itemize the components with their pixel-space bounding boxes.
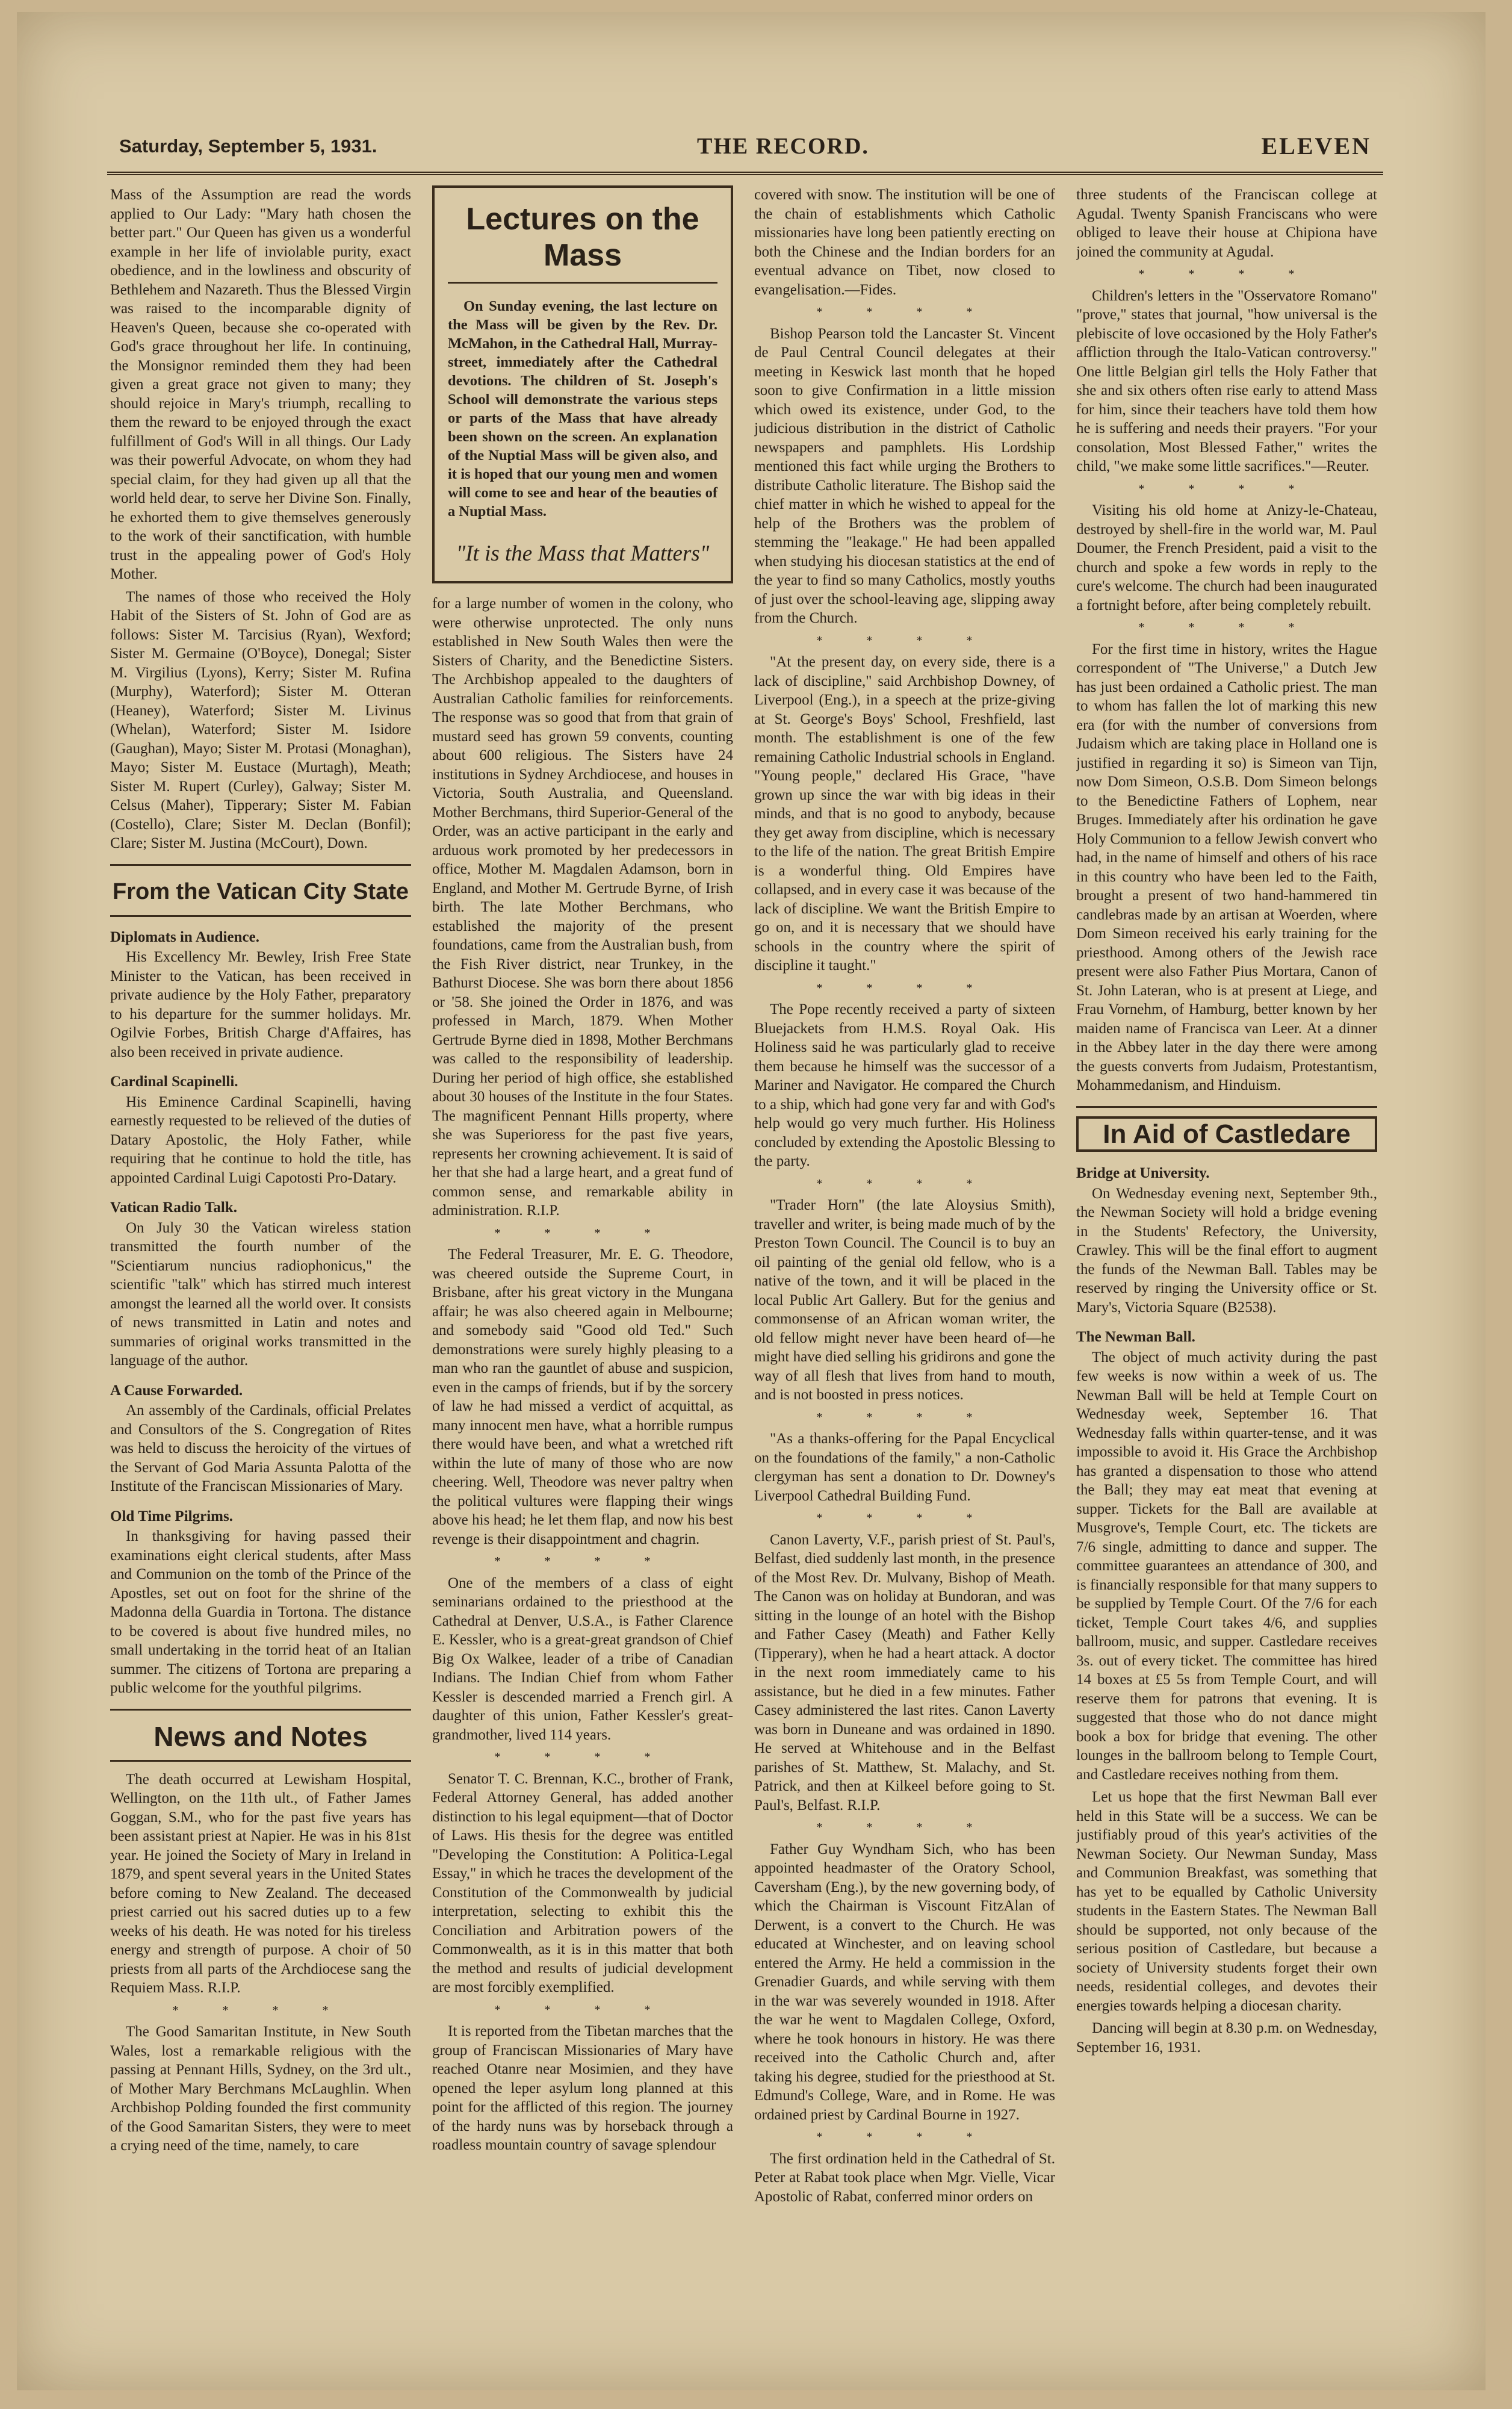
column-4 [1076,185,1377,2329]
tibet-text: It is reported from the Tibetan marches that the group of Franciscan Missionaries of Mary have reached Otanre near Mosimien, and they have opened the leper asylum long planned at this point for the afflicted of this region. The journey of the hardy nuns was by horseback through a roadless mountain country of savage splendour [432,2023,733,2153]
cause-text: An assembly of the Cardinals, official Prelates and Consultors of the S. Congregation of Rites was held to discuss the heroicity of the virtues of the Servant of God Maria Assunta Palotta of the Institute of the Franciscan Missionaries of Mary. [110,1402,411,1494]
bluejackets-text: The Pope recently received a party of sixteen Bluejackets from H.M.S. Royal Oak. His Holiness said he was particularly glad to receive them because he himself was the successor of a Mariner and Navigator. He compared the Church to a ship, which had gone very far and with God's help would go very much further. His Holiness concluded by extending the Apostolic Blessing to the party. [754,1001,1055,1169]
diplomats-subheading: Diplomats in Audience. [110,928,259,945]
page-number: ELEVEN [1261,132,1371,160]
column-3 [754,185,1055,2329]
section-stars: * * * * [816,1821,993,1834]
section-stars: * * * * [816,633,993,647]
pilgrims-text: In thanksgiving for having passed their examinations eight clerical students, after Mass and Communion on the tomb of the Prince of the Apostles, set out on foot for the shrine of the Madonna della Guardia in Tortona. The distance to be covered is about five hundred miles, no small undertaking in the torrid heat of an Italian summer. The citizens of Tortona are preparing a public welcome for the youthful pilgrims. [110,1528,411,1696]
dancing-time-text: Dancing will begin at 8.30 p.m. on Wednesday, September 16, 1931. [1076,2020,1377,2056]
sich-text: Father Guy Wyndham Sich, who has been appointed headmaster of the Oratory School, Caversham (Eng.), by the new governing body, of which the Chairman is Viscount FitzAlan of Derwent, is a convert to the Church. He was educated at Winchester, and on leaving school entered the Army. He held a commission in the Grenadier Guards, and while serving with them in the war was severely wounded in 1918. After the war he went to Magdalen College, Oxford, where he took honours in history. He was there received into the Catholic Church and, after taking his degree, studied for the priesthood at St. Edmund's College, Ware, and in Rome. He was ordained priest by Cardinal Bourne in 1927. [754,1841,1055,2123]
lectures-quote: "It is the Mass that Matters" [456,541,710,566]
cause-subheading: A Cause Forwarded. [110,1382,243,1399]
section-stars: * * * * [494,1226,671,1240]
column-1 [110,185,411,2329]
goggan-text: The death occurred at Lewisham Hospital, Wellington, on the 11th ult., of Father James Goggan, S.M., who for the past five years has been assistant priest at Napier. He was in his 81st year. He joined the Society of Mary in Ireland in 1879, and spent several years in the United States before coming to New Zealand. The deceased priest carried out his sacred duties up to a few weeks of his death. He was noted for his tireless energy and strength of purpose. A choir of 50 priests from all parts of the Archdiocese sang the Requiem Mass. R.I.P. [110,1771,411,1996]
scapinelli-subheading: Cardinal Scapinelli. [110,1074,238,1090]
masthead [107,129,1383,175]
pearson-text: Bishop Pearson told the Lancaster St. Vincent de Paul Central Council delegates at their meeting in Keswick last month that he hoped soon to give Confirmation in a little mission which owed its existence, under God, to the judicious distribution in the district of Catholic newspapers and pamphlets. His Lordship mentioned this fact while urging the Brothers to distribute Catholic literature. The Bishop said the chief matter in which he wished to appeal for the help of the Brothers was the problem of stemming the "leakage." He had been appalled when studying his diocesan statistics at the end of the year to find so many Catholics, mostly youths of just over the school-leaving age, slipping away from the Church. [754,325,1055,626]
lectures-title: Lectures on the Mass [448,201,717,284]
kessler-text: One of the members of a class of eight seminarians ordained to the priesthood at the Cathedral at Denver, U.S.A., is Father Clarence E. Kessler, who is a great-great grandson of Chief Big Ox Walkee, leader of a tribe of Canadian Indians. The Indian Chief from whom Father Kessler is descended married a French girl. A daughter of this union, Father Kessler's great-grandmother, lived 114 years. [432,1574,733,1743]
theodore-text: The Federal Treasurer, Mr. E. G. Theodore, was cheered outside the Supreme Court, in Brisbane, after his great victory in the Mungana affair; he was also cheered again in Melbourne; and somebody said "Good old Ted." Such demonstrations were surely highly pleasing to a man who ran the gauntlet of abuse and suspicion, even in the camps of friends, but if by the sorcery of law he had missed a verdict of acquittal, as many innocent men have, what a horrible rumpus there would have been, and what a wretched rift within the lute of many of those who are now cheering. Well, Theodore was never paltry when the political vultures were flapping their wings above his head; he let them flap, and now his best revenge is their disappointment and chagrin. [432,1246,733,1547]
bridge-text: On Wednesday evening next, September 9th., the Newman Society will hold a bridge evening in the Students' Refectory, the University, Crawley. This will be the final effort to augment the funds of the Newman Ball. Tables may be reserved by ringing the University office or St. Mary's, Victoria Square (B2538). [1076,1185,1377,1316]
assumption-text: Mass of the Assumption are read the words applied to Our Lady: "Mary hath chosen the better part." Our Queen has given us a wonderful example in her life of inviolable purity, exact obedience, and in the lowliness and obscurity of Bethlehem and Nazareth. Thus the Blessed Virgin was raised to the incomparable dignity of Heaven's Queen, because she co-operated with God's grace throughout her life. In continuing, the Monsignor reminded them they had been given a great grace not given to many; they should rejoice in Mary's triumph, recalling to them the reward to be enjoyed through the exact fulfillment of God's Will in all things. Our Lady was their powerful Advocate, on whom they had special claim, for they had given up all that the world held dear, to serve her Divine Son. Finally, he exhorted them to give themselves generously to the work of their sanctification, with humble trust in the appealing power of God's Holy Mother. [110,187,411,582]
habit-names-text: The names of those who received the Holy Habit of the Sisters of St. John of God are as follows: Sister M. Tarcisius (Ryan), Wexford; Sister M. Germaine (O'Boyce), Donegal; Sister M. Virgilius (Lyons), Kerry; Sister M. Rufina (Murphy), Waterford); Sister M. Otteran (Heaney), Waterford; Sister M. Livinus (Whelan), Waterford; Sister M. Isidore (Gaughan), Mayo; Sister M. Protasi (Monaghan), Mayo; Sister M. Eustace (Murtagh), Meath; Sister M. Rupert (Curley), Galway; Sister M. Celsus (Maher), Tipperary; Sister M. Fabian (Costello), Clare; Sister M. Declan (Bonfil); Clare; Sister M. Justina (McCourt), Down. [110,588,411,851]
divider [1076,1106,1377,1108]
berchmans-continued-text: for a large number of women in the colony, who were otherwise unprotected. The only nuns established in New South Wales then were the Sisters of Charity, and the Benedictine Sisters. The Archbishop appealed to the daughters of Australian Catholic families for reinforcements. The response was so good that from that grain of mustard seed has grown 59 convents, counting about 600 religious. The Sisters have 24 institutions in Sydney Archdiocese, and houses in Victoria, South Australia, and Queensland. Mother Berchmans, third Superior-General of the Order, was an active participant in the early and arduous work promoted by her predecessors in office, Mother M. Magdalen Adamson, born in England, and Mother M. Gertrude Byrne, of Irish birth. The late Mother Berchmans, who established the majority of the present foundations, came from the Australian bush, from the Fish River district, near Trunkey, in the Bathurst Diocese. She was born there about 1856 or '58. She joined the Order in 1876, and was professed in March, 1879. When Mother Gertrude Byrne died in 1898, Mother Berchmans was called to the responsibility of leadership. During her period of high office, she established about 30 houses of the Institute in the four States. The magnificent Pennant Hills property, where she was Superioress for the past five years, represents her crowning achievement. It is said of her that she had a large heart, and a great fund of common sense, and remarkable ability in administration. R.I.P. [432,595,733,1219]
diplomats-text: His Excellency Mr. Bewley, Irish Free State Minister to the Vatican, has been received in private audience by the Holy Father, preparatory to his departure for the summer holidays. Mr. Ogilvie Forbes, British Charge d'Affaires, has also been received in private audience. [110,949,411,1060]
doumer-text: Visiting his old home at Anizy-le-Chateau, destroyed by shell-fire in the world war, M. Paul Doumer, the French President, paid a visit to the church and spoke a few words in reply to the cure's welcome. The church had been inaugurated a fortnight before, after being completely rebuilt. [1076,502,1377,614]
section-stars: * * * * [172,2003,349,2017]
bridge-subheading: Bridge at University. [1076,1165,1210,1181]
section-stars: * * * * [816,1410,993,1424]
section-stars: * * * * [1138,621,1315,634]
newman-ball-hope-text: Let us hope that the first Newman Ball ever held in this State will be a success. We can be justifiably proud of this year's activities of the Newman Society. Our Newman Sunday, Mass and Communion Breakfast, was something that has yet to be equalled by Catholic University students in the Eastern States. The Newman Ball should be supported, not only because of the serious position of Castledare, but because a society of University students forget their own needs, residential colleges, and devotes their energies towards helping a diocesan charity. [1076,1789,1377,2014]
section-stars: * * * * [816,305,993,319]
divider [110,1709,411,1711]
brennan-text: Senator T. C. Brennan, K.C., brother of Frank, Federal Attorney General, has added another distinction to his legal equipment—that of Doctor of Laws. His thesis for the degree was entitled "Developing the Constitution: A Politica-Legal Essay," in which he traces the development of the Constitution of the Commonwealth by judicial interpretation, selecting to exhibit this the Conciliation and Arbitration powers of the Commonwealth, as it is in this matter that both the method and results of judicial development are most forcibly exemplified. [432,1770,733,1995]
column-2 [432,185,733,2329]
section-stars: * * * * [1138,482,1315,496]
trader-horn-text: "Trader Horn" (the late Aloysius Smith), traveller and writer, is being made much of by the Preston Town Council. The Council is to buy an oil painting of the genial old fellow, who is a native of the town, and it will be placed in the local Public Art Gallery. But for the genius and commonsense of an African woman writer, the old fellow might never have been heard of—he might have died selling his gridirons and gone the way of all flesh that lives from hand to mouth, and is not boosted in press notices. [754,1197,1055,1403]
rabat-text: The first ordination held in the Cathedral of St. Peter at Rabat took place when Mgr. Vielle, Vicar Apostolic of Rabat, conferred minor orders on [754,2150,1055,2205]
section-stars: * * * * [816,2130,993,2143]
section-stars: * * * * [494,1750,671,1764]
tibet-continued-text: covered with snow. The institution will be one of the chain of establishments which Catholic missionaries have long been patiently erecting on both the Chinese and the Indian borders for an eventual advance on Tibet, now closed to evangelisation.—Fides. [754,187,1055,298]
section-stars: * * * * [816,1511,993,1525]
newspaper-title: THE RECORD. [697,134,869,159]
section-stars: * * * * [494,1555,671,1568]
news-notes-heading: News and Notes [110,1714,411,1762]
section-stars: * * * * [816,1177,993,1190]
radio-text: On July 30 the Vatican wireless station transmitted the fourth number of the "Scientiarum nuncius radiophonicus," the scientific "talk" which has stirred much interest amongst the learned all the world over. It consists of news transmitted in Latin and notes and summaries of original works transmitted in the language of the author. [110,1219,411,1369]
discipline-text: "At the present day, on every side, there is a lack of discipline," said Archbishop Downey, of Liverpool (Eng.), in a speech at the prize-giving at St. George's Boys' School, Freshfield, last month. The establishment is one of the few remaining Catholic Industrial schools in England. "Young people," declared His Grace, "have grown up since the war with big ideas in their minds, and that is no good to anybody, because they get away from discipline, which is necessary to the life of the nation. The great British Empire is a wonderful thing. Old Empires have collapsed, and in every case it was because of the lack of discipline. We want the British Empire to go on, and it is necessary that we should have schools in the country where the spirit of discipline it taught." [754,654,1055,974]
encyclical-text: "As a thanks-offering for the Papal Encyclical on the foundations of the family," a non-Catholic clergyman has sent a donation to Dr. Downey's Liverpool Cathedral Building Fund. [754,1431,1055,1504]
radio-subheading: Vatican Radio Talk. [110,1199,237,1216]
agudal-text: three students of the Franciscan college at Agudal. Twenty Spanish Franciscans who were obliged to leave their house at Chipiona have joined the community at Agudal. [1076,187,1377,260]
berchmans-text: The Good Samaritan Institute, in New South Wales, lost a remarkable religious with the passing at Pennant Hills, Sydney, on the 3rd ult., of Mother Mary Berchmans McLaughlin. When Archbishop Polding founded the first community of the Good Samaritan Sisters, they were to meet a crying need of the time, namely, to care [110,2024,411,2154]
section-stars: * * * * [816,981,993,995]
laverty-text: Canon Laverty, V.F., parish priest of St. Paul's, Belfast, died suddenly last month, in the presence of the Most Rev. Dr. Mulvany, Bishop of Meath. The Canon was on holiday at Bundoran, and was sitting in the lounge of an hotel with the Bishop and Father Casey (Meath) and Father Kelly (Tipperary), when he had a heart attack. A doctor in the next room immediately came to his assistance, but he died in a few minutes. Father Casey administered the last rites. Canon Laverty was born in Duneane and was ordained in 1890. He served at Whitehouse and in the Belfast parishes of St. Matthew, St. Malachy, and St. Patrick, and then at Kilkeel before going to St. Paul's, Belfast. R.I.P. [754,1531,1055,1814]
vatican-heading: From the Vatican City State [110,869,411,917]
castledare-heading: In Aid of Castledare [1076,1116,1377,1152]
section-stars: * * * * [1138,267,1315,281]
scapinelli-text: His Eminence Cardinal Scapinelli, having earnestly requested to be relieved of the duties of Datary Apostolic, the Holy Father, while requiring that he continue to hold the title, has appointed Cardinal Luigi Capotosti Pro-Datary. [110,1093,411,1186]
lectures-box [432,185,733,583]
newman-ball-text: The object of much activity during the past few weeks is now within a week of us. The Newman Ball will be held at Temple Court on Wednesday week, September 16. That Wednesday falls within quarter-tense, and it was impossible to avoid it. His Grace the Archbishop has granted a dispensation to those who attend the Ball; they may eat meat that evening at supper. Tickets for the Ball are available at Musgrove's, Temple Court, etc. The tickets are 7/6 single, admitting to dance and supper. The committee guarantees an attendance of 300, and is financially responsible for that many suppers to be supplied by Temple Court. Of the 7/6 for each ticket, Temple Court takes 4/6, and supplies ballroom, music, and supper. Castledare receives 3s. out of every ticket. The committee has hired 14 boxes at £5 5s from Temple Court, and will reserve them for patrons that evening. It is suggested that those who do not dance might book a box for bridge that evening. The other lounges in the ballroom belong to Temple Court, and Castledare receives nothing from them. [1076,1349,1377,1783]
issue-date: Saturday, September 5, 1931. [119,135,377,157]
divider [110,864,411,866]
newman-ball-subheading: The Newman Ball. [1076,1329,1195,1345]
lectures-text: On Sunday evening, the last lecture on the Mass will be given by the Rev. Dr. McMahon, in the Cathedral Hall, Murray-street, immediately after the Cathedral devotions. The children of St. Joseph's School will demonstrate the various steps or parts of the Mass that have already been shown on the screen. An explanation of the Nuptial Mass will be given also, and it is hoped that our young men and women will come to see and hear of the beauties of a Nuptial Mass. [448,298,717,520]
dutch-priest-text: For the first time in history, writes the Hague correspondent of "The Universe," a Dutch Jew has just been ordained a Catholic priest. The man to whom has fallen the lot of marking this new era (for with the number of conversions from Judaism which are taking place in Holland one is justified in regarding it so) is Simeon van Tijn, now Dom Simeon, O.S.B. Dom Simeon belongs to the Benedictine Fathers of Lophem, near Bruges. Immediately after his ordination he gave Holy Communion to a fellow Jewish convert who had, in the name of himself and others of his race in this country who have been led to the Faith, brought a present of two hand-hammered tin candlebras made by an artisan at Woerden, where Dom Simeon received his early training for the priesthood. Among others of the Jewish race present were also Father Pius Mortara, Canon of St. John Lateran, who is at present at Liege, and Frau Vornehm, of Hamburg, better known by her maiden name of Francisca van Leer. At a dinner in the Abbey later in the day there were among the guests converts from Judaism, Protestantism, Mohammedanism, and Hinduism. [1076,641,1377,1093]
section-stars: * * * * [494,2003,671,2016]
childrens-letters-text: Children's letters in the "Osservatore Romano" "prove," states that journal, "how universal is the plebiscite of love occasioned by the Holy Father's affliction through the Italo-Vatican controversy." One little Belgian girl tells the Holy Father that she and six others often rise early to attend Mass for him, since their teachers have told them how he is suffering and needs their prayers. "For your consolation, Most Blessed Father," writes the child, "we make some little sacrifices."—Reuter. [1076,287,1377,474]
newspaper-page [17,12,1486,2390]
pilgrims-subheading: Old Time Pilgrims. [110,1508,233,1525]
